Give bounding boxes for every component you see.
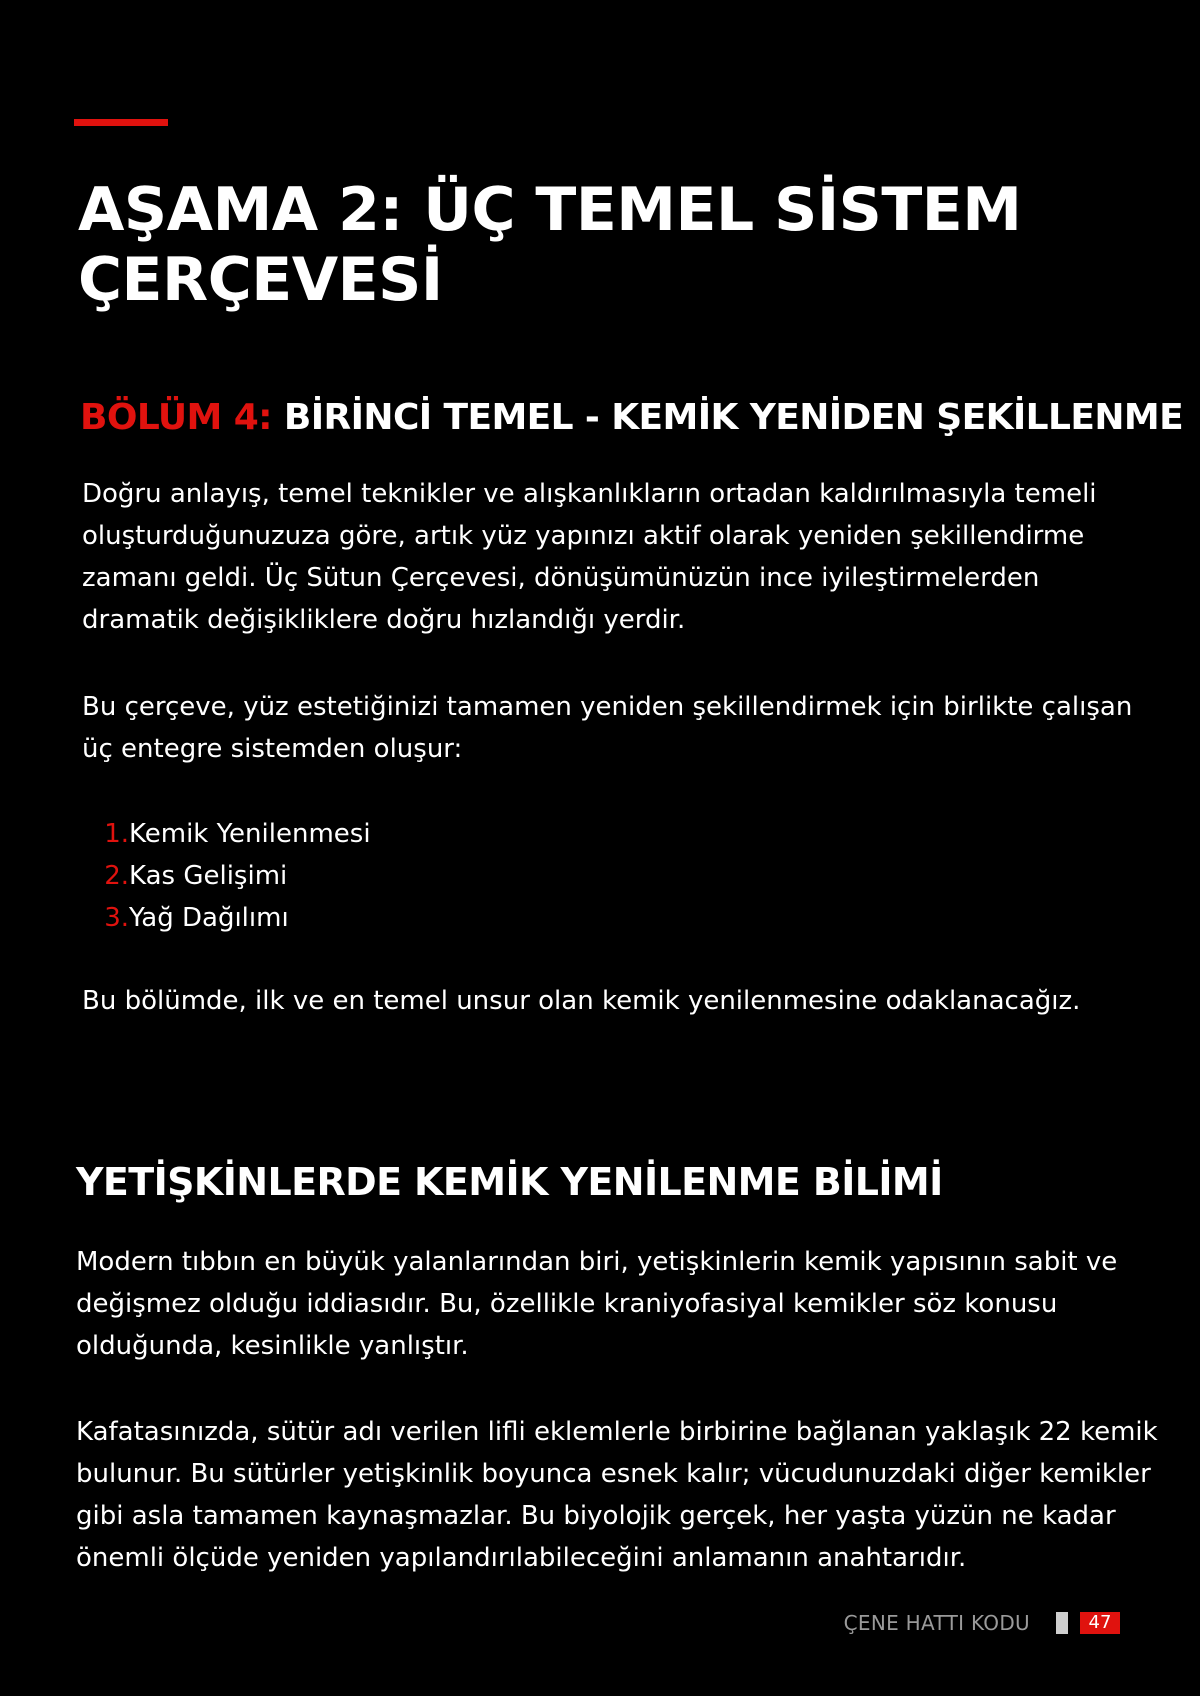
science-paragraph: Modern tıbbın en büyük yalanlarından biri, yetişkinlerin kemik yapısının sabit ve değişmez olduğu iddiasıdır. Bu, özellikle kraniyofasiyal kemikler söz konusu olduğunda, kesinlikle yanlıştır. bbox=[76, 1247, 1118, 1361]
list-item-label: Yağ Dağılımı bbox=[129, 903, 289, 933]
footer-divider-mark bbox=[1056, 1612, 1068, 1634]
chapter-number-label: BÖLÜM 4: bbox=[80, 397, 272, 438]
list-item-number: 1. bbox=[104, 819, 129, 849]
chapter-heading bbox=[80, 395, 1184, 441]
title-accent-bar bbox=[74, 119, 168, 126]
focus-paragraph: Bu bölümde, ilk ve en temel unsur olan kemik yenilenmesine odaklanacağız. bbox=[82, 986, 1081, 1016]
pillar-list bbox=[100, 813, 371, 939]
page-number-badge: 47 bbox=[1080, 1612, 1120, 1634]
list-item-number: 2. bbox=[104, 861, 129, 891]
page-footer bbox=[844, 1611, 1120, 1635]
page-title: AŞAMA 2: ÜÇ TEMEL SİSTEM ÇERÇEVESİ bbox=[78, 175, 1022, 315]
list-item-label: Kas Gelişimi bbox=[129, 861, 288, 891]
intro-paragraph: Doğru anlayış, temel teknikler ve alışkanlıkların ortadan kaldırılmasıyla temeli oluşturduğunuzuza göre, artık yüz yapınızı aktif olarak yeniden şekillendirme zamanı geldi. Üç Sütun Çerçevesi, dönüşümünüzün ince iyileştirmelerden dramatik değişikliklere doğru hızlandığı yerdir. bbox=[82, 479, 1097, 635]
list-item-label: Kemik Yenilenmesi bbox=[129, 819, 371, 849]
framework-paragraph: Bu çerçeve, yüz estetiğinizi tamamen yeniden şekillendirmek için birlikte çalışan üç entegre sistemden oluşur: bbox=[82, 692, 1133, 764]
book-title: ÇENE HATTI KODU bbox=[843, 1611, 1030, 1635]
section-heading: YETİŞKİNLERDE KEMİK YENİLENME BİLİMİ bbox=[76, 1160, 943, 1204]
list-item-number: 3. bbox=[104, 903, 129, 933]
chapter-title: BİRİNCİ TEMEL - KEMİK YENİDEN ŞEKİLLENME bbox=[271, 397, 1184, 438]
list-item bbox=[100, 897, 371, 939]
sutures-paragraph: Kafatasınızda, sütür adı verilen lifli eklemlerle birbirine bağlanan yaklaşık 22 kemik bulunur. Bu sütürler yetişkinlik boyunca esnek kalır; vücudunuzdaki diğer kemikler gibi asla tamamen kaynaşmazlar. Bu biyolojik gerçek, her yaşta yüzün ne kadar önemli ölçüde yeniden yapılandırılabileceğini anlamanın anahtarıdır. bbox=[76, 1417, 1158, 1573]
list-item bbox=[100, 855, 371, 897]
list-item bbox=[100, 813, 371, 855]
